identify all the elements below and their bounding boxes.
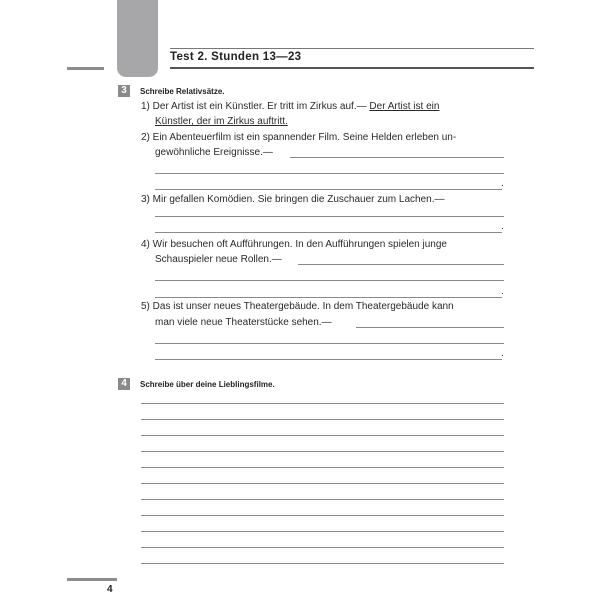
page-title: Test 2. Stunden 13—23: [170, 51, 302, 63]
example-answer: Künstler, der im Zirkus auftritt.: [155, 116, 288, 127]
writing-line[interactable]: [141, 451, 504, 452]
end-period: .: [501, 221, 504, 232]
exercise-item-text: 3) Mir gefallen Komödien. Sie bringen die Zuschauer zum Lachen.—: [141, 194, 445, 205]
writing-line[interactable]: [141, 403, 504, 404]
exercise-item-text: 2) Ein Abenteuerfilm ist ein spannender Film. Seine Helden erleben un-: [141, 132, 457, 143]
answer-line[interactable]: [155, 297, 502, 298]
footer-rule: [67, 578, 117, 581]
answer-line[interactable]: [155, 232, 502, 233]
task-number-badge: 4: [118, 378, 130, 390]
answer-line[interactable]: [155, 359, 502, 360]
header-rule-left: [67, 67, 104, 70]
page-number: 4: [107, 584, 113, 595]
answer-line[interactable]: [298, 264, 504, 265]
writing-line[interactable]: [141, 547, 504, 548]
item-prompt: 1) Der Artist ist ein Künstler. Er tritt im Zirkus auf.—: [141, 101, 367, 112]
exercise-item-text: Schauspieler neue Rollen.—: [155, 254, 282, 265]
writing-line[interactable]: [141, 467, 504, 468]
exercise-item-text: [141, 99, 439, 114]
writing-line[interactable]: [141, 483, 504, 484]
page-tab-marker: [117, 0, 158, 77]
end-period: .: [501, 286, 504, 297]
end-period: .: [501, 348, 504, 359]
header-rule-top: [170, 48, 534, 49]
exercise-item-text: 5) Das ist unser neues Theatergebäude. In dem Theatergebäude kann: [141, 301, 454, 312]
exercise-item-text: 4) Wir besuchen oft Aufführungen. In den Aufführungen spielen junge: [141, 239, 447, 250]
answer-line[interactable]: [155, 280, 504, 281]
writing-line[interactable]: [141, 563, 504, 564]
writing-line[interactable]: [141, 435, 504, 436]
answer-line[interactable]: [155, 173, 504, 174]
exercise-item-text: gewöhnliche Ereignisse.—: [155, 147, 273, 158]
exercise-item-text: man viele neue Theaterstücke sehen.—: [155, 317, 332, 328]
writing-line[interactable]: [141, 499, 504, 500]
writing-line[interactable]: [141, 515, 504, 516]
answer-line[interactable]: [155, 189, 502, 190]
task-instruction: Schreibe über deine Lieblingsfilme.: [140, 380, 275, 389]
writing-line[interactable]: [141, 419, 504, 420]
end-period: .: [501, 178, 504, 189]
task-number-badge: 3: [118, 85, 130, 97]
example-answer: Der Artist ist ein: [369, 101, 440, 112]
header-rule-bottom: [170, 67, 534, 69]
answer-line[interactable]: [290, 157, 504, 158]
task-instruction: Schreibe Relativsätze.: [140, 87, 225, 96]
writing-line[interactable]: [141, 531, 504, 532]
answer-line[interactable]: [356, 327, 504, 328]
answer-line[interactable]: [155, 216, 504, 217]
answer-line[interactable]: [155, 343, 504, 344]
